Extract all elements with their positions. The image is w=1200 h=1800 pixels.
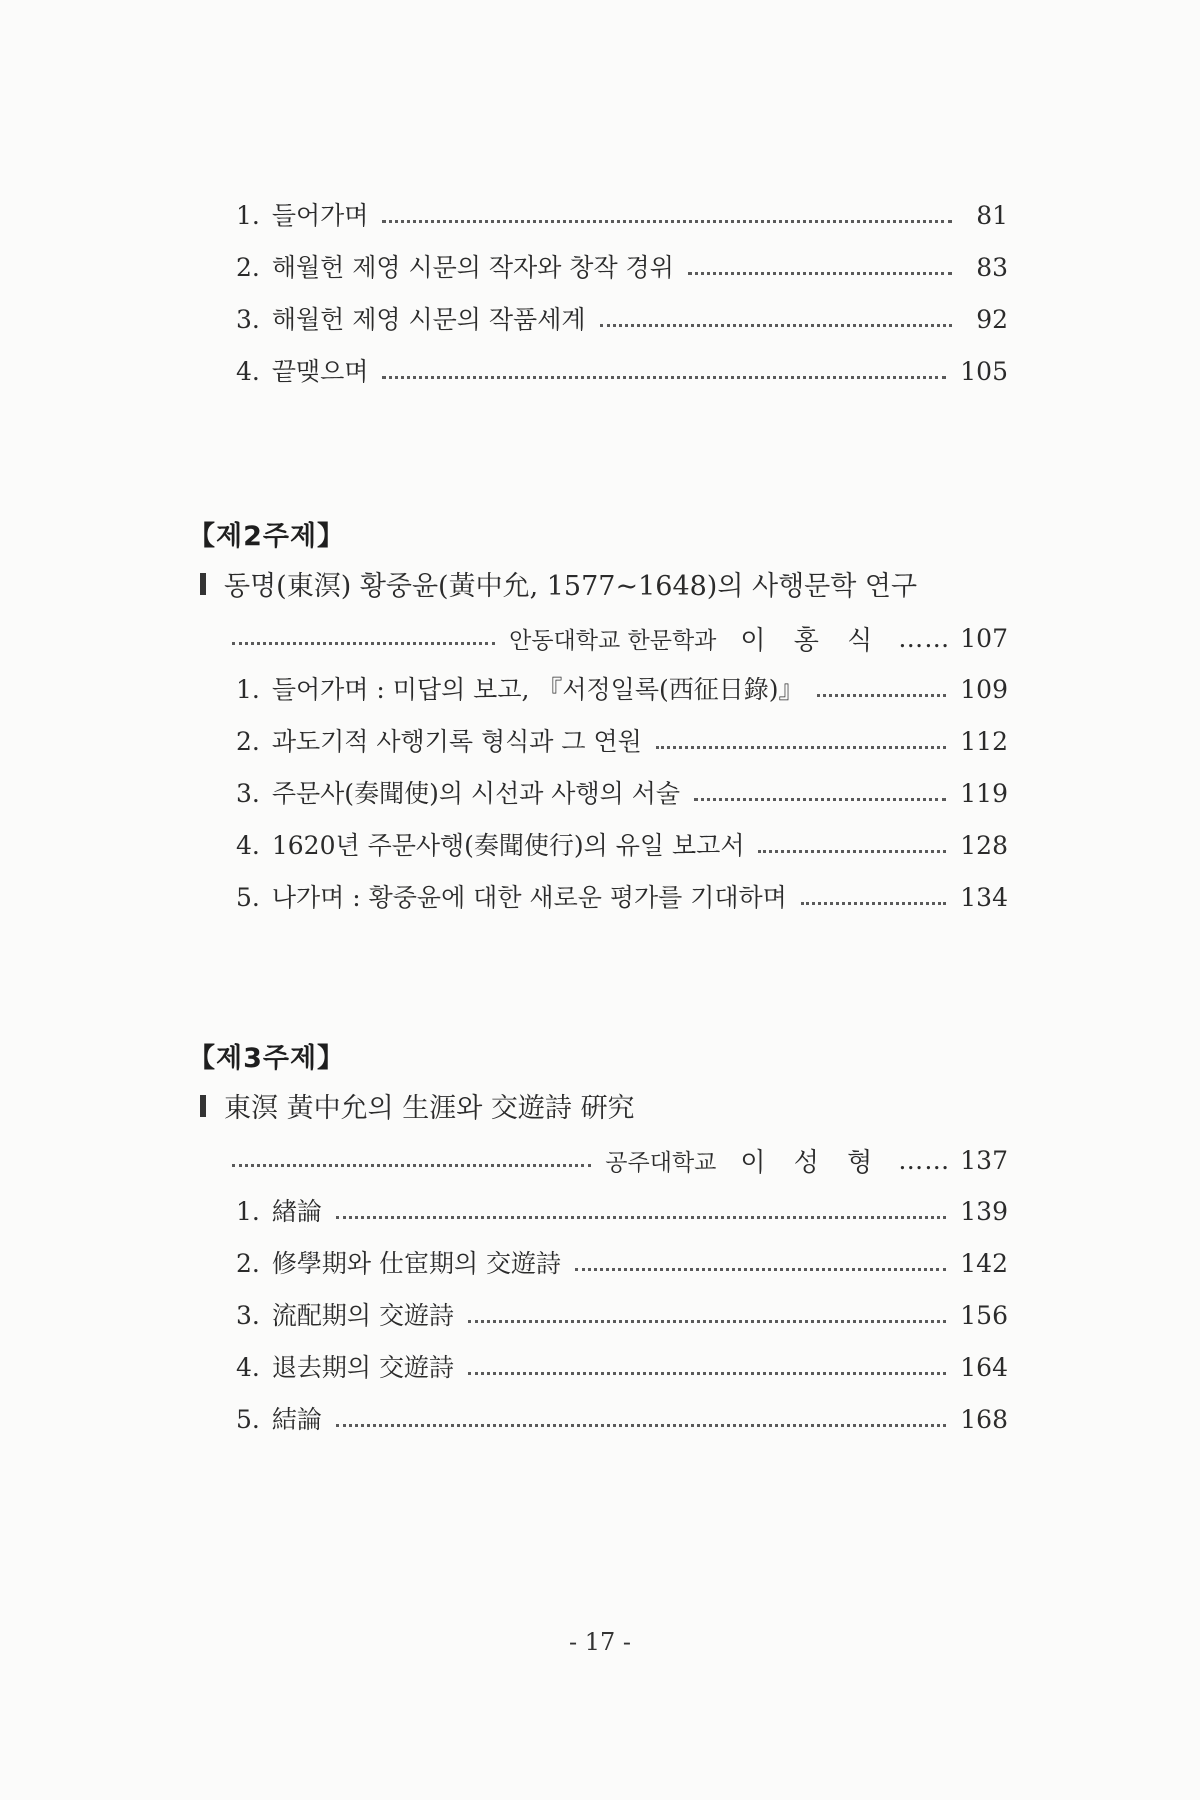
article-title-text: 東溟 黃中允의 生涯와 交遊詩 硏究	[224, 1093, 635, 1124]
entry-title: 修學期와 仕宦期의 交遊詩	[271, 1249, 562, 1278]
entry-number: 1.	[236, 201, 260, 230]
entry-number: 5.	[236, 1405, 260, 1434]
entry-number: 4.	[236, 1353, 260, 1382]
entry-page: 119	[960, 779, 1008, 808]
entry-number: 2.	[236, 253, 260, 282]
toc-entry[interactable]	[0, 248, 1200, 288]
entry-number: 3.	[236, 779, 260, 808]
dot-leader	[382, 374, 946, 379]
entry-number: 3.	[236, 305, 260, 334]
toc-entry[interactable]	[0, 1244, 1200, 1284]
entry-title: 주문사(奏聞使)의 시선과 사행의 서술	[271, 779, 681, 808]
author-row	[232, 618, 1008, 658]
toc-entry[interactable]	[0, 300, 1200, 340]
dot-leader	[694, 796, 946, 801]
entry-page: 164	[960, 1353, 1008, 1382]
entry-title: 끝맺으며	[271, 357, 369, 386]
entry-page: 128	[960, 831, 1008, 860]
dot-leader	[817, 692, 946, 697]
section-heading: 【제2주제】	[188, 521, 346, 552]
toc-entry[interactable]	[0, 826, 1200, 866]
entry-page: 92	[976, 305, 1008, 334]
entry-title: 나가며 : 황중윤에 대한 새로운 평가를 기대하며	[271, 883, 787, 912]
author-name: 이 성 형	[740, 1147, 883, 1178]
author-name: 이 홍 식	[740, 625, 883, 656]
dot-leader	[468, 1370, 946, 1375]
short-leader: ……	[898, 623, 951, 653]
title-bar-marker	[200, 1095, 206, 1117]
entry-title: 과도기적 사행기록 형식과 그 연원	[271, 727, 642, 756]
entry-title: 해월헌 제영 시문의 작자와 창작 경위	[271, 253, 674, 282]
toc-entry[interactable]	[0, 722, 1200, 762]
entry-title: 緖論	[271, 1197, 322, 1226]
entry-number: 3.	[236, 1301, 260, 1330]
article-title[interactable]	[200, 564, 917, 603]
section-heading: 【제3주제】	[188, 1043, 346, 1074]
toc-entry[interactable]	[0, 1296, 1200, 1336]
toc-entry[interactable]	[0, 774, 1200, 814]
author-page: 107	[960, 623, 1008, 653]
affiliation: 공주대학교	[605, 1149, 717, 1176]
author-row	[232, 1140, 1008, 1180]
entry-page: 83	[976, 253, 1008, 282]
article-title-text: 동명(東溟) 황중윤(黃中允, 1577~1648)의 사행문학 연구	[224, 571, 918, 602]
entry-title: 들어가며	[271, 201, 369, 230]
entry-number: 2.	[236, 1249, 260, 1278]
dot-leader	[688, 270, 952, 275]
entry-title: 流配期의 交遊詩	[271, 1301, 454, 1330]
dot-leader	[758, 848, 946, 853]
entry-title: 結論	[271, 1405, 322, 1434]
entry-page: 109	[960, 675, 1008, 704]
dot-leader	[575, 1266, 946, 1271]
dot-leader	[600, 322, 952, 327]
entry-number: 1.	[236, 1197, 260, 1226]
toc-entry[interactable]	[0, 352, 1200, 392]
entry-title: 退去期의 交遊詩	[271, 1353, 454, 1382]
entry-number: 1.	[236, 675, 260, 704]
entry-page: 112	[960, 727, 1008, 756]
entry-title: 1620년 주문사행(奏聞使行)의 유일 보고서	[271, 831, 745, 860]
dot-leader	[336, 1422, 946, 1427]
toc-entry[interactable]	[0, 1400, 1200, 1440]
entry-page: 142	[960, 1249, 1008, 1278]
toc-entry[interactable]	[0, 1192, 1200, 1232]
short-leader: ……	[898, 1145, 951, 1175]
entry-page: 139	[960, 1197, 1008, 1226]
dot-leader	[382, 218, 952, 223]
toc-entry[interactable]	[0, 196, 1200, 236]
entry-number: 2.	[236, 727, 260, 756]
toc-entry[interactable]	[0, 878, 1200, 918]
entry-number: 4.	[236, 357, 260, 386]
entry-number: 4.	[236, 831, 260, 860]
dot-leader	[232, 640, 495, 645]
entry-page: 156	[960, 1301, 1008, 1330]
affiliation: 안동대학교 한문학과	[509, 627, 717, 654]
page-number: - 17 -	[568, 1628, 631, 1656]
toc-entry[interactable]	[0, 1348, 1200, 1388]
entry-number: 5.	[236, 883, 260, 912]
entry-page: 168	[960, 1405, 1008, 1434]
entry-page: 81	[976, 201, 1008, 230]
dot-leader	[232, 1162, 591, 1167]
entry-title: 해월헌 제영 시문의 작품세계	[271, 305, 586, 334]
article-title[interactable]	[200, 1086, 635, 1125]
dot-leader	[468, 1318, 946, 1323]
dot-leader	[801, 900, 946, 905]
entry-page: 134	[960, 883, 1008, 912]
title-bar-marker	[200, 573, 206, 595]
dot-leader	[656, 744, 947, 749]
entry-title: 들어가며 : 미답의 보고, 『서정일록(西征日錄)』	[271, 675, 804, 704]
toc-entry[interactable]	[0, 670, 1200, 710]
author-page: 137	[960, 1145, 1008, 1175]
dot-leader	[336, 1214, 946, 1219]
entry-page: 105	[960, 357, 1008, 386]
